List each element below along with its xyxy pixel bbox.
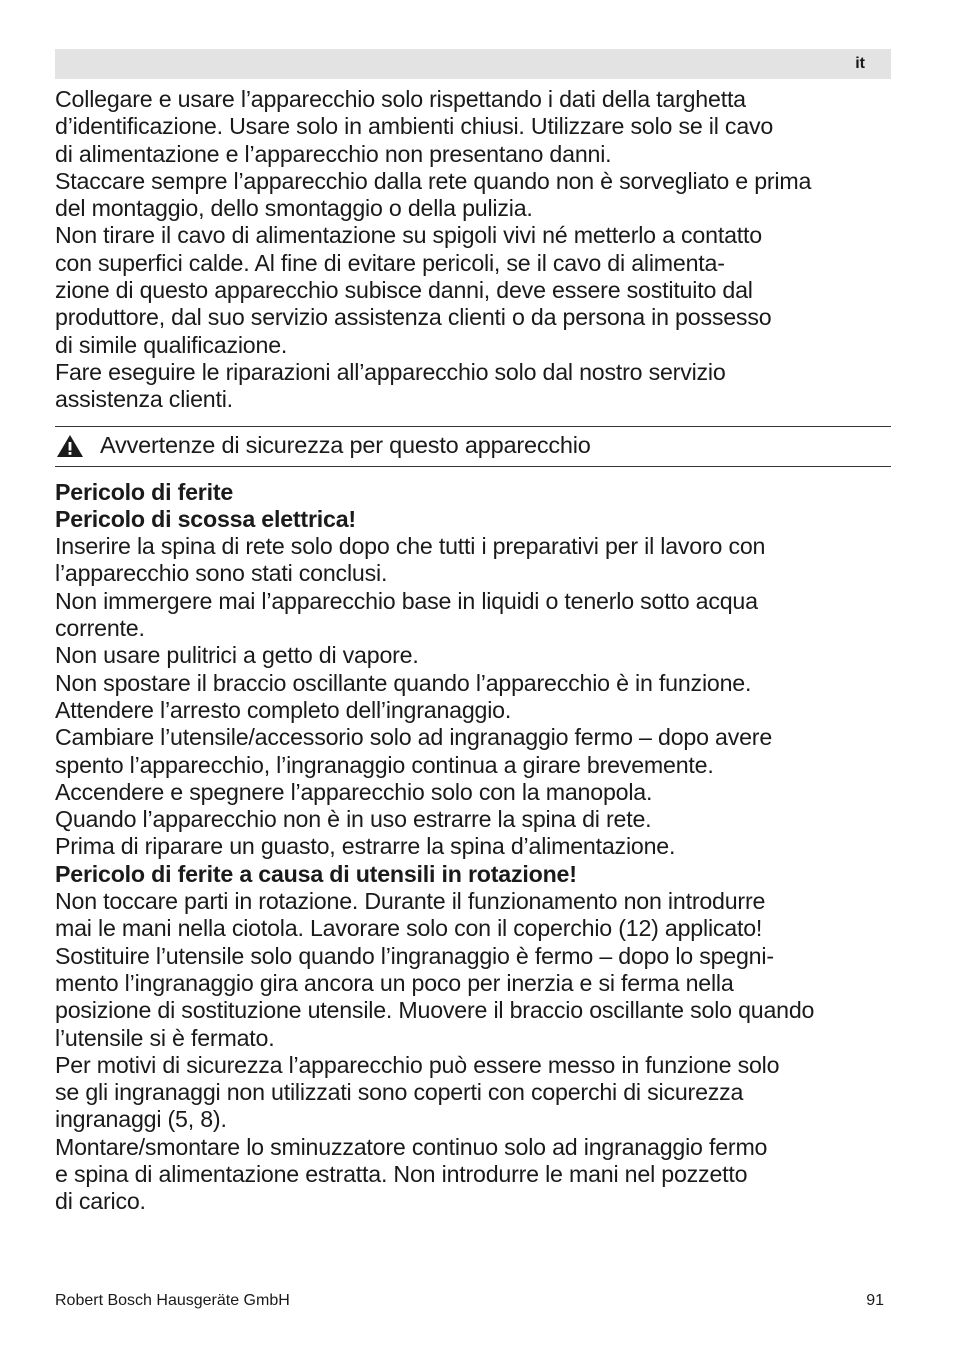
text-line: Accendere e spegnere l’apparecchio solo con la manopola.: [55, 778, 653, 805]
text-line: Non spostare il braccio oscillante quando l’apparecchio è in funzione.: [55, 669, 752, 696]
text-line: Attendere l’arresto completo dell’ingranaggio.: [55, 696, 512, 723]
text-line: Non toccare parti in rotazione. Durante il funzionamento non introdurre: [55, 888, 766, 915]
text-line: d’identificazione. Usare solo in ambienti chiusi. Utilizzare solo se il cavo: [55, 113, 774, 140]
text-line: Fare eseguire le riparazioni all’apparecchio solo dal nostro servizio: [55, 358, 726, 385]
text-line: Montare/smontare lo sminuzzatore continuo solo ad ingranaggio fermo: [55, 1133, 768, 1160]
text-line: Inserire la spina di rete solo dopo che tutti i preparativi per il lavoro con: [55, 533, 766, 560]
text-line: Quando l’apparecchio non è in uso estrarre la spina di rete.: [55, 806, 652, 833]
text-line: mento l’ingranaggio gira ancora un poco per inerzia e si ferma nella: [55, 969, 734, 996]
page-number: 91: [866, 1292, 884, 1309]
hazard-rotation-block: [55, 861, 891, 1216]
text-line: e spina di alimentazione estratta. Non introdurre le mani nel pozzetto: [55, 1160, 748, 1187]
hazard-heading: Pericolo di ferite: [55, 478, 234, 505]
text-line: ingranaggi (5, 8).: [55, 1106, 227, 1133]
section-title: Avvertenze di sicurezza per questo apparecchio: [100, 432, 591, 459]
text-line: Non usare pulitrici a getto di vapore.: [55, 642, 419, 669]
text-line: mai le mani nella ciotola. Lavorare solo con il coperchio (12) applicato!: [55, 915, 763, 942]
page-content: [55, 86, 891, 1216]
text-line: Staccare sempre l’apparecchio dalla rete quando non è sorvegliato e prima: [55, 167, 812, 194]
text-line: Cambiare l’utensile/accessorio solo ad ingranaggio fermo – dopo avere: [55, 724, 773, 751]
text-line: Sostituire l’utensile solo quando l’ingranaggio è fermo – dopo lo spegni-: [55, 942, 774, 969]
text-line: del montaggio, dello smontaggio o della pulizia.: [55, 195, 533, 222]
text-line: spento l’apparecchio, l’ingranaggio continua a girare brevemente.: [55, 751, 714, 778]
text-line: l’apparecchio sono stati conclusi.: [55, 560, 388, 587]
text-line: corrente.: [55, 615, 145, 642]
hazard-heading: Pericolo di scossa elettrica!: [55, 505, 356, 532]
section-header: [55, 426, 891, 467]
text-line: Non tirare il cavo di alimentazione su spigoli vivi né metterlo a contatto: [55, 222, 762, 249]
text-line: produttore, dal suo servizio assistenza clienti o da persona in possesso: [55, 304, 772, 331]
footer-company: Robert Bosch Hausgeräte GmbH: [55, 1292, 290, 1309]
text-line: Non immergere mai l’apparecchio base in liquidi o tenerlo sotto acqua: [55, 587, 758, 614]
text-line: Per motivi di sicurezza l’apparecchio può essere messo in funzione solo: [55, 1051, 780, 1078]
text-line: assistenza clienti.: [55, 386, 233, 413]
text-line: l’utensile si è fermato.: [55, 1024, 275, 1051]
intro-text: [55, 86, 891, 414]
language-bar: [55, 49, 891, 79]
text-line: Collegare e usare l’apparecchio solo rispettando i dati della targhetta: [55, 86, 746, 112]
text-line: se gli ingranaggi non utilizzati sono coperti con coperchi di sicurezza: [55, 1079, 744, 1106]
text-line: di alimentazione e l’apparecchio non presentano danni.: [55, 140, 612, 167]
hazard-electric-block: [55, 479, 891, 861]
hazard-heading: Pericolo di ferite a causa di utensili in rotazione!: [55, 860, 577, 887]
text-line: di carico.: [55, 1188, 146, 1215]
text-line: posizione di sostituzione utensile. Muovere il braccio oscillante solo quando: [55, 997, 815, 1024]
text-line: di simile qualificazione.: [55, 331, 288, 358]
text-line: Prima di riparare un guasto, estrarre la spina d’alimentazione.: [55, 833, 676, 860]
text-line: zione di questo apparecchio subisce danni, deve essere sostituito dal: [55, 277, 753, 304]
text-line: con superfici calde. Al fine di evitare pericoli, se il cavo di alimenta-: [55, 249, 725, 276]
language-code: it: [855, 55, 865, 72]
warning-triangle-icon: [56, 434, 84, 458]
